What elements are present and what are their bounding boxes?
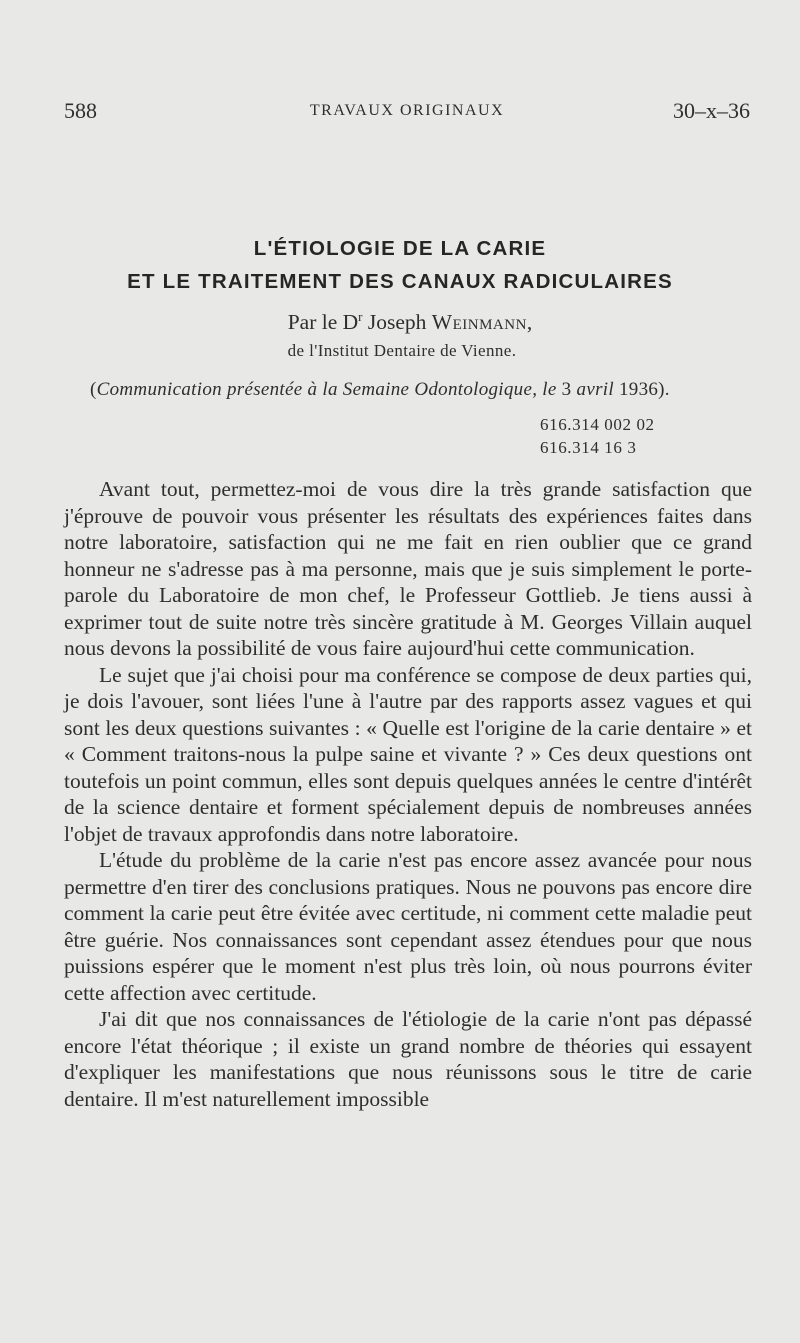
- article-title: [0, 232, 800, 298]
- body-text: [64, 476, 752, 1112]
- running-title: TRAVAUX ORIGINAUX: [309, 102, 505, 119]
- paragraph: Le sujet que j'ai choisi pour ma conférence se compose de deux parties qui, je dois l'avouer, sont liées l'une à l'autre par des rapports assez vagues et qui sont les deux questions suivantes : « Quelle est l'origine de la carie dentaire » et « Comment traitons-nous la pulpe saine et vivante ? » Ces deux questions ont toutefois un point commun, elles sont depuis quelques années le centre d'intérêt de la science dentaire et forment spécialement depuis de nombreuses années l'objet de travaux approfondis dans notre laboratoire.: [64, 662, 752, 846]
- classification-code: 616.314 002 02: [540, 415, 655, 434]
- comm-month: avril: [576, 379, 614, 400]
- author-prefix: Par le D: [287, 310, 359, 335]
- title-line-1: L'ÉTIOLOGIE DE LA CARIE: [253, 237, 547, 260]
- comm-italic: Communication présentée à la Semaine Odontologique, le: [96, 379, 557, 400]
- paragraph: Avant tout, permettez-moi de vous dire la très grande satisfaction que j'éprouve de pouvoir vous présenter les résultats des expériences faites dans notre laboratoire, satisfaction qui ne me fait en rien oublier que ce grand honneur ne s'adresse pas à ma personne, mais que je suis simplement le porte-parole du Laboratoire de mon chef, le Professeur Gottlieb. Je tiens aussi à exprimer tout de suite notre très sincère gratitude à M. Georges Villain auquel nous devons la possibilité de vous faire aujourd'hui cette communication.: [64, 477, 752, 660]
- author-line: [0, 309, 800, 335]
- author-suffix: ,: [526, 310, 533, 335]
- title-line-2: ET LE TRAITEMENT DES CANAUX RADICULAIRES: [127, 270, 673, 293]
- issue-date: 30–x–36: [673, 98, 750, 123]
- comm-day: 3: [556, 379, 577, 400]
- comm-close: 1936).: [613, 379, 670, 400]
- classification-code: 616.314 16 3: [540, 438, 637, 457]
- classification-codes: [540, 413, 655, 459]
- author-first-name: Joseph: [362, 310, 432, 335]
- author-last-name: Weinmann: [431, 310, 527, 335]
- affiliation: de l'Institut Dentaire de Vienne.: [287, 341, 517, 360]
- paragraph: J'ai dit que nos connaissances de l'étiologie de la carie n'ont pas dépassé encore l'état théorique ; il existe un grand nombre de théories qui essayent d'expliquer les manifestations que nous réunissons sous le titre de carie dentaire. Il m'est naturellement impossible: [64, 1007, 752, 1111]
- comm-open: (: [90, 379, 97, 400]
- paragraph: L'étude du problème de la carie n'est pas encore assez avancée pour nous permettre d'en tirer des conclusions pratiques. Nous ne pouvons pas encore dire comment la carie peut être évitée avec certitude, ni comment cette maladie peut être guérie. Nos connaissances sont cependant assez étendues pour que nous puissions espérer que le moment n'est plus très loin, où nous pourrons éviter cette affection avec certitude.: [64, 848, 752, 1005]
- page-number: 588: [64, 98, 97, 123]
- author-title-sup: r: [358, 309, 363, 324]
- running-head: [64, 98, 750, 128]
- communication-note: [90, 379, 744, 401]
